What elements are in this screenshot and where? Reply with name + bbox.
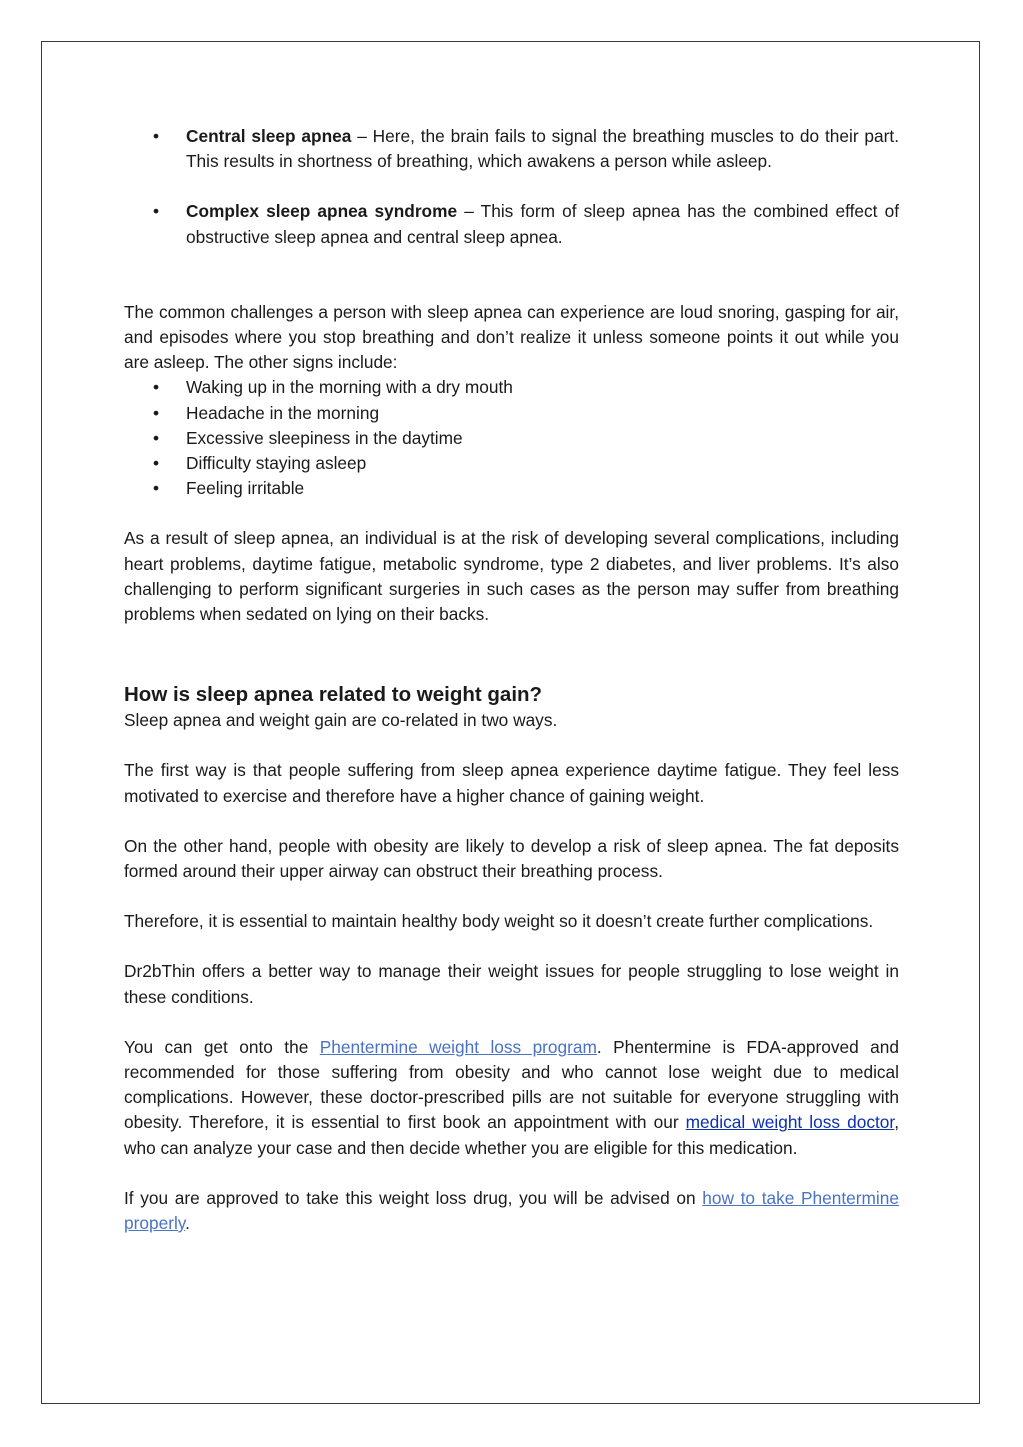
document-body (124, 124, 899, 1236)
complications-paragraph: As a result of sleep apnea, an individual is at the risk of developing several complications, including heart problems, daytime fatigue, metabolic syndrome, type 2 diabetes, and liver problems. It’s also challenging to perform significant surgeries in such cases as the person may suffer from breathing problems when sedated on lying on their backs. (124, 528, 899, 625)
therefore-paragraph: Therefore, it is essential to maintain healthy body weight so it doesn’t create further complications. (124, 911, 874, 932)
list-item: • Feeling irritable (124, 476, 899, 501)
program-text-start: You can get onto the (124, 1036, 320, 1057)
list-item-complex-sleep-apnea (124, 199, 899, 249)
intro-line: Sleep apnea and weight gain are co-related in two ways. (124, 710, 558, 731)
definition-central-sleep-apnea: – Here, the brain fails to signal the breathing muscles to do their part. This results in shortness of breathing, which awakens a person while asleep. (186, 126, 899, 172)
list-item: • Difficulty staying asleep (124, 451, 899, 476)
apnea-types-list (124, 124, 899, 250)
list-item: • Headache in the morning (124, 401, 899, 426)
program-text-end: , who can analyze your case and then decide whether you are eligible for this medication. (124, 1112, 899, 1158)
program-text-middle: . Phentermine is FDA-approved and recommended for those suffering from obesity and who cannot lose weight due to medical complications. However, these doctor-prescribed pills are not suitable for everyone struggling with obesity. Therefore, it is essential to first book an appointment with our (124, 1036, 899, 1133)
take-phentermine-link[interactable]: how to take Phentermine properly (124, 1187, 899, 1234)
list-item: • Excessive sleepiness in the daytime (124, 426, 899, 451)
approved-paragraph (124, 1186, 899, 1236)
signs-list (124, 375, 899, 501)
approved-text-start: If you are approved to take this weight loss drug, you will be advised on (124, 1187, 703, 1208)
phentermine-program-link[interactable]: Phentermine weight loss program (319, 1036, 597, 1057)
list-item: • Waking up in the morning with a dry mouth (124, 375, 899, 400)
section-heading: How is sleep apnea related to weight gain? (124, 683, 543, 707)
first-way-paragraph: The first way is that people suffering from sleep apnea experience daytime fatigue. They feel less motivated to exercise and therefore have a higher chance of gaining weight. (124, 760, 899, 806)
approved-text-end: . (185, 1213, 190, 1234)
dr2bthin-paragraph: Dr2bThin offers a better way to manage their weight issues for people struggling to lose weight in these conditions. (124, 961, 899, 1007)
program-paragraph (124, 1035, 899, 1161)
challenges-paragraph: The common challenges a person with sleep apnea can experience are loud snoring, gasping for air, and episodes where you stop breathing and don’t realize it unless someone points it out while you are asleep. The other signs include: (124, 301, 899, 373)
weight-loss-doctor-link[interactable]: medical weight loss doctor (685, 1112, 895, 1133)
term-central-sleep-apnea: Central sleep apnea (186, 126, 352, 146)
term-complex-sleep-apnea: Complex sleep apnea syndrome (186, 201, 458, 222)
list-item-central-sleep-apnea (124, 124, 899, 174)
other-hand-paragraph: On the other hand, people with obesity are likely to develop a risk of sleep apnea. The fat deposits formed around their upper airway can obstruct their breathing process. (124, 835, 899, 882)
definition-complex-sleep-apnea: – This form of sleep apnea has the combined effect of obstructive sleep apnea and central sleep apnea. (186, 201, 899, 247)
